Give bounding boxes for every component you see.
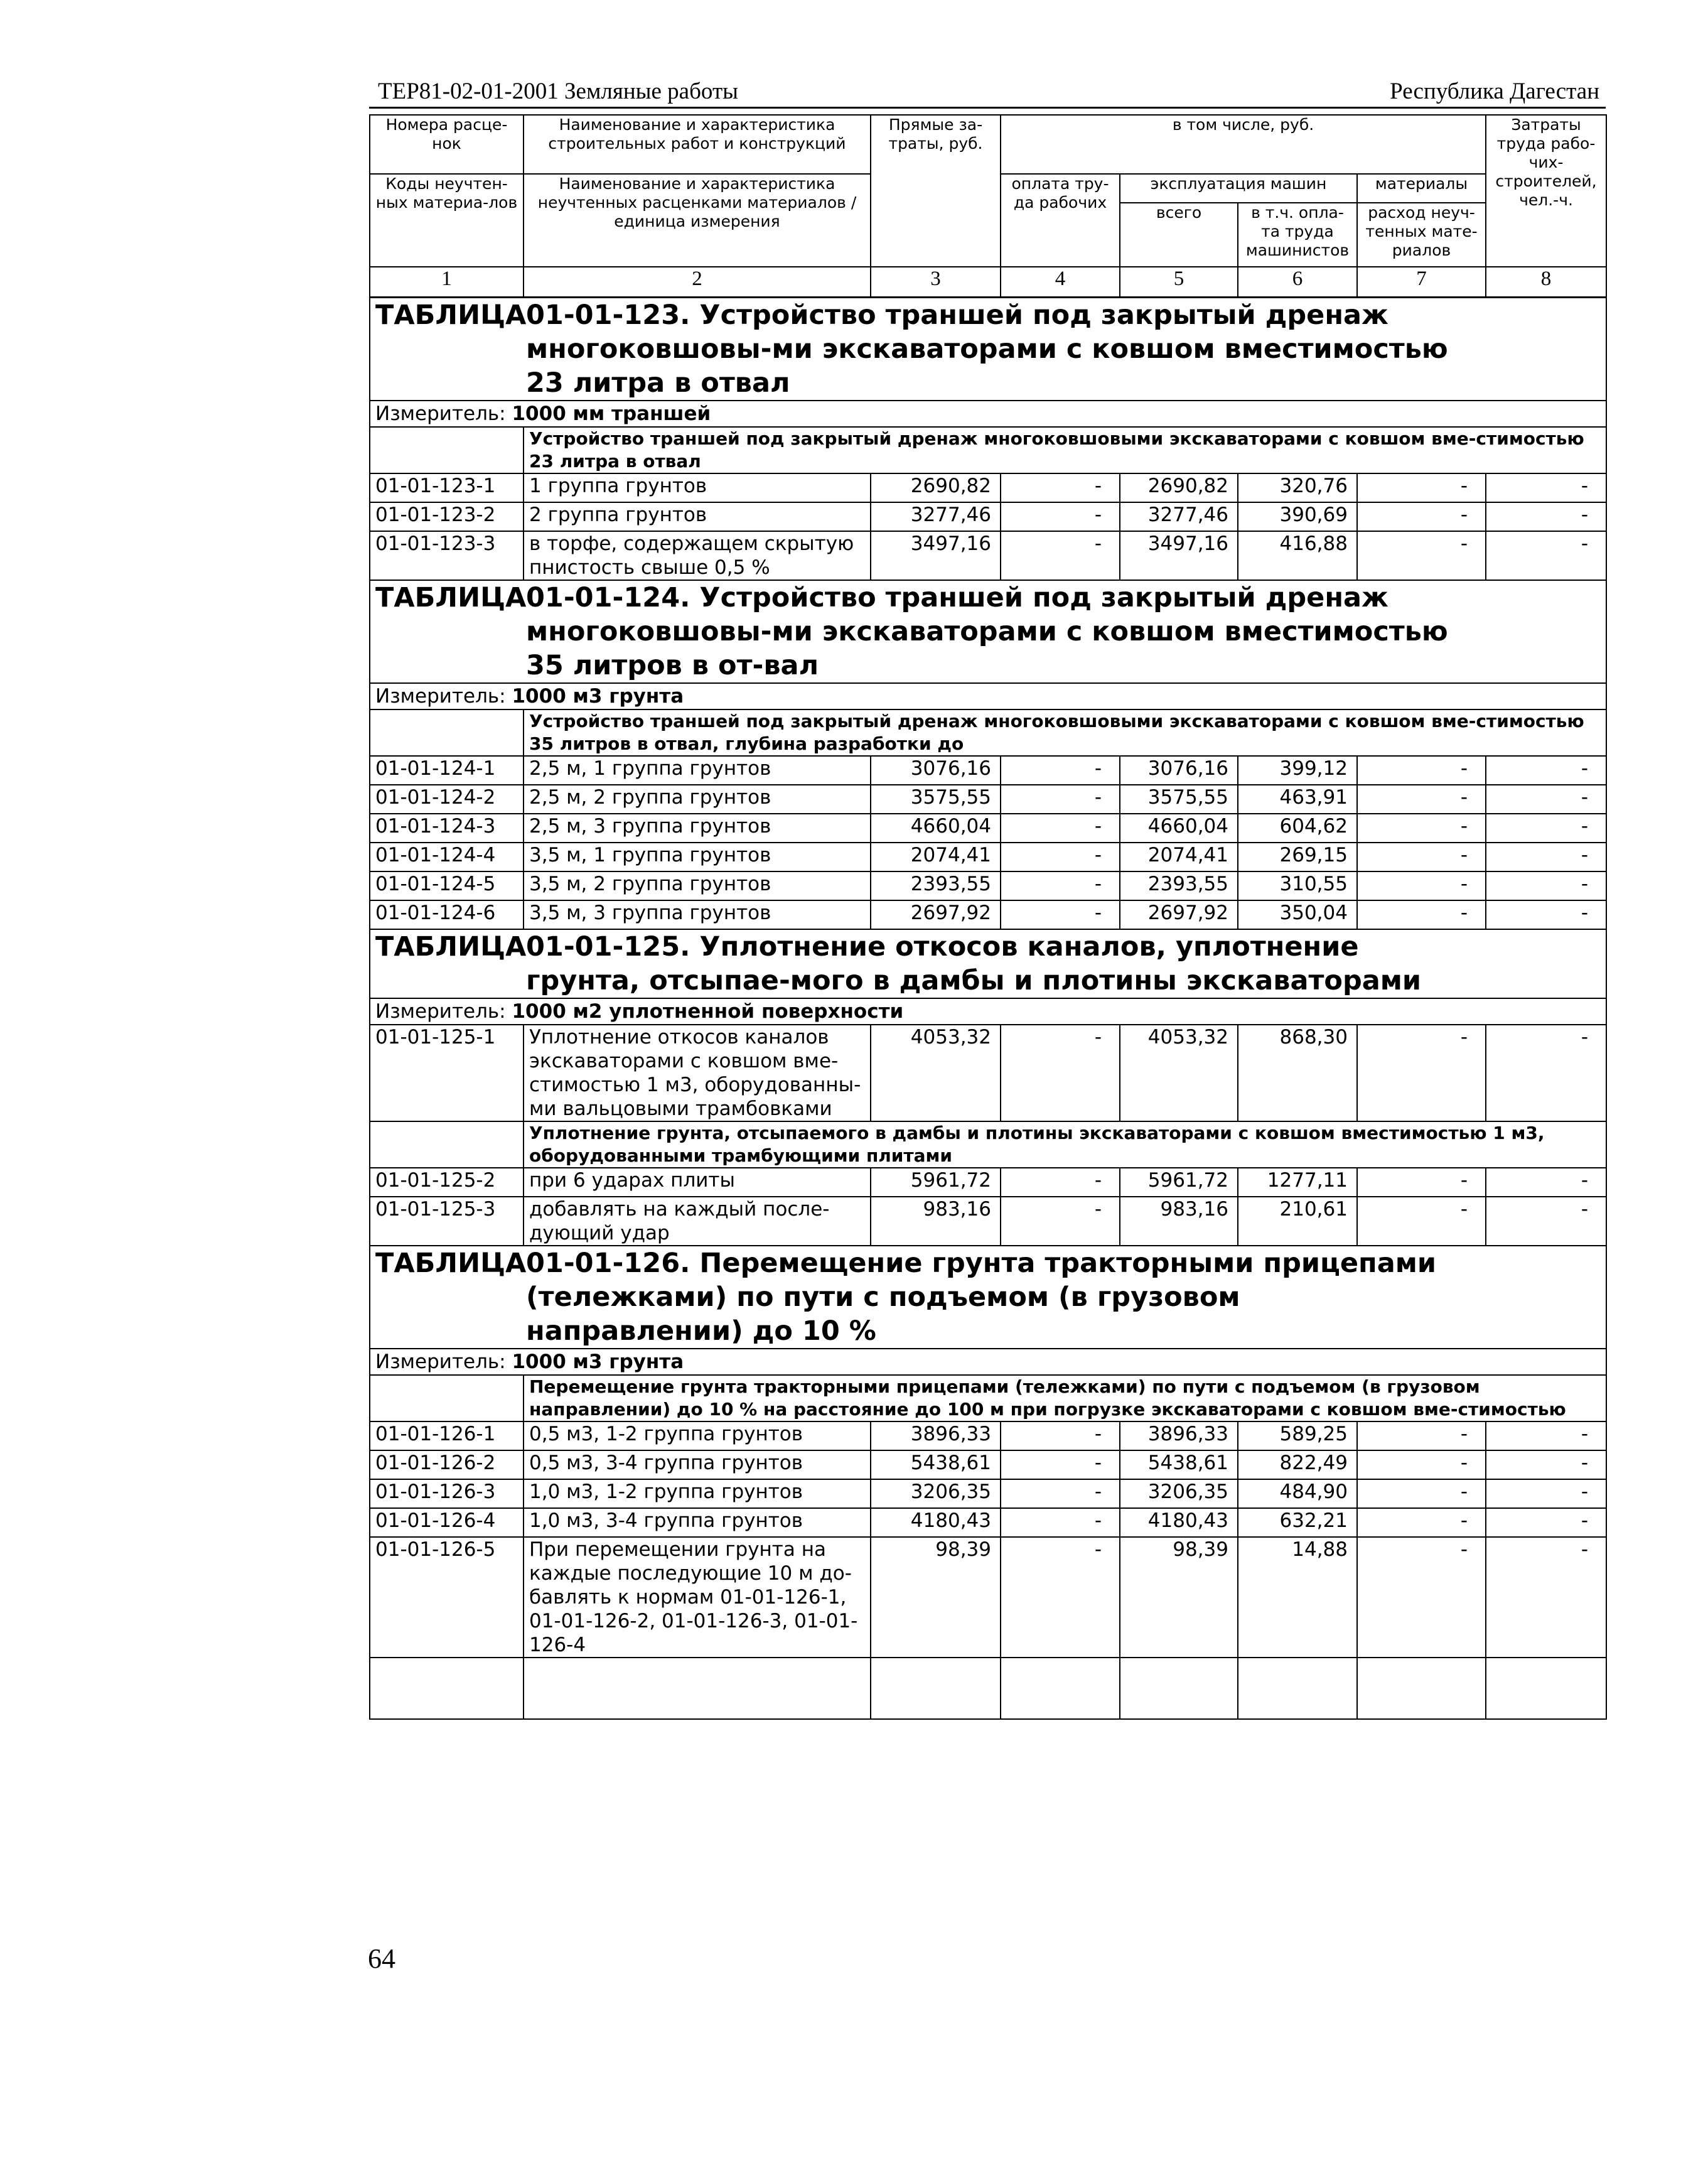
machines-total: 3575,55 <box>1120 785 1238 814</box>
work-name: при 6 ударах плиты <box>524 1168 871 1197</box>
machinist-pay: 350,04 <box>1238 900 1357 929</box>
direct-costs: 4660,04 <box>871 814 1001 843</box>
work-name: Уплотнение откосов каналов экскаваторами с ковшом вме-стимостью 1 м3, оборудованны-ми вальцовыми трамбовками <box>524 1025 871 1121</box>
table-row <box>370 1421 1606 1450</box>
materials-use: - <box>1357 756 1486 785</box>
rate-code: 01-01-124-1 <box>370 756 524 785</box>
table-row <box>370 843 1606 871</box>
materials-use: - <box>1357 1508 1486 1537</box>
materials-use: - <box>1357 871 1486 900</box>
machines-total: 3277,46 <box>1120 502 1238 531</box>
direct-costs: 3896,33 <box>871 1421 1001 1450</box>
table-row <box>370 1025 1606 1121</box>
table-title <box>370 580 1606 683</box>
labor-hours: - <box>1486 843 1606 871</box>
table-title <box>370 929 1606 998</box>
col7-header: расход неуч-тенных мате-риалов <box>1357 203 1486 267</box>
machines-total: 5438,61 <box>1120 1450 1238 1479</box>
rate-code: 01-01-126-5 <box>370 1537 524 1658</box>
col-number: 5 <box>1120 267 1238 298</box>
machinist-pay: 868,30 <box>1238 1025 1357 1121</box>
table-title-row <box>370 929 1606 998</box>
col-number: 8 <box>1486 267 1606 298</box>
group-heading: Устройство траншей под закрытый дренаж многоковшовыми экскаваторами с ковшом вме-стимостью 35 литров в отвал, глубина разработки до <box>524 709 1606 756</box>
table-title <box>370 298 1606 401</box>
machines-total: 3076,16 <box>1120 756 1238 785</box>
labor-pay: - <box>1001 1537 1120 1658</box>
blank-cell <box>871 1658 1001 1719</box>
measure-cell <box>370 401 1606 427</box>
table-row <box>370 502 1606 531</box>
table-row <box>370 900 1606 929</box>
materials-use: - <box>1357 1197 1486 1246</box>
labor-hours: - <box>1486 1168 1606 1197</box>
table-row <box>370 1479 1606 1508</box>
labor-hours: - <box>1486 473 1606 502</box>
group-heading-spacer <box>370 1375 524 1421</box>
labor-hours: - <box>1486 785 1606 814</box>
measure-row <box>370 401 1606 427</box>
labor-hours: - <box>1486 1537 1606 1658</box>
table-row <box>370 1537 1606 1658</box>
materials-use: - <box>1357 1168 1486 1197</box>
direct-costs: 2074,41 <box>871 843 1001 871</box>
materials-use: - <box>1357 814 1486 843</box>
labor-pay: - <box>1001 756 1120 785</box>
labor-hours: - <box>1486 814 1606 843</box>
table-row <box>370 814 1606 843</box>
col8-header: Затраты труда рабо-чих-строителей, чел.-ч. <box>1486 115 1606 267</box>
page-number: 64 <box>368 1943 395 1974</box>
direct-costs: 98,39 <box>871 1537 1001 1658</box>
table-row <box>370 1168 1606 1197</box>
materials-use: - <box>1357 473 1486 502</box>
rate-code: 01-01-125-3 <box>370 1197 524 1246</box>
work-name: 1 группа грунтов <box>524 473 871 502</box>
rate-code: 01-01-125-1 <box>370 1025 524 1121</box>
col5-header: всего <box>1120 203 1238 267</box>
measure-unit: 1000 м2 уплотненной поверхности <box>512 1000 904 1023</box>
direct-costs: 3206,35 <box>871 1479 1001 1508</box>
col-number: 2 <box>524 267 871 298</box>
group-heading-row <box>370 709 1606 756</box>
header-rule <box>369 107 1606 109</box>
col-number: 4 <box>1001 267 1120 298</box>
machines-total: 3896,33 <box>1120 1421 1238 1450</box>
measure-row <box>370 1349 1606 1375</box>
work-name: 1,0 м3, 1-2 группа грунтов <box>524 1479 871 1508</box>
direct-costs: 2690,82 <box>871 473 1001 502</box>
table-row <box>370 531 1606 580</box>
machinist-pay: 604,62 <box>1238 814 1357 843</box>
table-heading: 01-01-124. Устройство траншей под закрытый дренаж многоковшовы-ми экскаваторами с ковшом вместимостью 35 литров в от-вал <box>526 582 1448 681</box>
machines-total: 98,39 <box>1120 1537 1238 1658</box>
labor-hours: - <box>1486 1025 1606 1121</box>
group-heading-spacer <box>370 709 524 756</box>
rate-code: 01-01-123-2 <box>370 502 524 531</box>
col3-header: Прямые за-траты, руб. <box>871 115 1001 267</box>
machinist-pay: 822,49 <box>1238 1450 1357 1479</box>
machines-total: 4660,04 <box>1120 814 1238 843</box>
machines-total: 2697,92 <box>1120 900 1238 929</box>
labor-hours: - <box>1486 1421 1606 1450</box>
col1-top: Номера расце-нок <box>370 115 524 174</box>
rate-code: 01-01-126-3 <box>370 1479 524 1508</box>
blank-cell <box>370 1658 524 1719</box>
table-title-row <box>370 580 1606 683</box>
direct-costs: 2393,55 <box>871 871 1001 900</box>
machinist-pay: 320,76 <box>1238 473 1357 502</box>
group-heading-row <box>370 427 1606 473</box>
table-label: ТАБЛИЦА <box>375 582 527 613</box>
table-label: ТАБЛИЦА <box>375 1248 527 1279</box>
header-left: ТЕР81-02-01-2001 Земляные работы <box>378 78 738 104</box>
measure-label: Измеритель: <box>375 685 506 708</box>
col-number: 6 <box>1238 267 1357 298</box>
machinist-pay: 310,55 <box>1238 871 1357 900</box>
group-heading-spacer <box>370 427 524 473</box>
rate-code: 01-01-126-1 <box>370 1421 524 1450</box>
materials-use: - <box>1357 1479 1486 1508</box>
direct-costs: 5438,61 <box>871 1450 1001 1479</box>
materials-use: - <box>1357 1537 1486 1658</box>
work-name: 2,5 м, 1 группа грунтов <box>524 756 871 785</box>
labor-pay: - <box>1001 1197 1120 1246</box>
labor-pay: - <box>1001 900 1120 929</box>
machines-total: 2074,41 <box>1120 843 1238 871</box>
rate-code: 01-01-126-4 <box>370 1508 524 1537</box>
group-header: в том числе, руб. <box>1001 115 1486 174</box>
rate-code: 01-01-124-5 <box>370 871 524 900</box>
labor-pay: - <box>1001 1168 1120 1197</box>
running-header <box>369 77 1606 107</box>
col2-top: Наименование и характеристика строительных работ и конструкций <box>524 115 871 174</box>
work-name: 3,5 м, 2 группа грунтов <box>524 871 871 900</box>
table-row <box>370 785 1606 814</box>
rate-code: 01-01-125-2 <box>370 1168 524 1197</box>
materials-use: - <box>1357 900 1486 929</box>
work-name: При перемещении грунта на каждые последующие 10 м до-бавлять к нормам 01-01-126-1, 01-01-126-2, 01-01-126-3, 01-01-126-4 <box>524 1537 871 1658</box>
direct-costs: 5961,72 <box>871 1168 1001 1197</box>
blank-cell <box>1238 1658 1357 1719</box>
labor-pay: - <box>1001 785 1120 814</box>
group-heading: Перемещение грунта тракторными прицепами (тележками) по пути с подъемом (в грузовом направлении) до 10 % на расстояние до 100 м при погрузке экскаваторами с ковшом вме-стимостью <box>524 1375 1606 1421</box>
measure-label: Измеритель: <box>375 1000 506 1023</box>
measure-unit: 1000 м3 грунта <box>512 685 684 708</box>
materials-use: - <box>1357 531 1486 580</box>
measure-cell <box>370 998 1606 1025</box>
table-label: ТАБЛИЦА <box>375 299 527 331</box>
work-name: 2,5 м, 2 группа грунтов <box>524 785 871 814</box>
measure-label: Измеритель: <box>375 402 506 425</box>
labor-pay: - <box>1001 473 1120 502</box>
machines-total: 5961,72 <box>1120 1168 1238 1197</box>
labor-hours: - <box>1486 1508 1606 1537</box>
measure-label: Измеритель: <box>375 1351 506 1373</box>
col4-header: оплата тру-да рабочих <box>1001 174 1120 267</box>
measure-cell <box>370 1349 1606 1375</box>
machinist-pay: 210,61 <box>1238 1197 1357 1246</box>
work-name: 2,5 м, 3 группа грунтов <box>524 814 871 843</box>
labor-pay: - <box>1001 814 1120 843</box>
group-heading: Устройство траншей под закрытый дренаж многоковшовыми экскаваторами с ковшом вме-стимостью 23 литра в отвал <box>524 427 1606 473</box>
work-name: 1,0 м3, 3-4 группа грунтов <box>524 1508 871 1537</box>
table-title-row <box>370 1246 1606 1349</box>
work-name: 2 группа грунтов <box>524 502 871 531</box>
direct-costs: 3575,55 <box>871 785 1001 814</box>
table-heading: 01-01-125. Уплотнение откосов каналов, уплотнение грунта, отсыпае-мого в дамбы и плотины экскаваторами <box>526 931 1422 996</box>
rate-code: 01-01-124-6 <box>370 900 524 929</box>
col-number: 1 <box>370 267 524 298</box>
machines-header: эксплуатация машин <box>1120 174 1357 203</box>
group-heading-spacer <box>370 1121 524 1168</box>
labor-pay: - <box>1001 1450 1120 1479</box>
table-heading: 01-01-123. Устройство траншей под закрытый дренаж многоковшовы-ми экскаваторами с ковшом вместимостью 23 литра в отвал <box>526 299 1448 399</box>
machinist-pay: 399,12 <box>1238 756 1357 785</box>
direct-costs: 4180,43 <box>871 1508 1001 1537</box>
work-name: 3,5 м, 1 группа грунтов <box>524 843 871 871</box>
machinist-pay: 463,91 <box>1238 785 1357 814</box>
machines-total: 2393,55 <box>1120 871 1238 900</box>
machinist-pay: 589,25 <box>1238 1421 1357 1450</box>
col-number: 3 <box>871 267 1001 298</box>
group-heading: Уплотнение грунта, отсыпаемого в дамбы и плотины экскаваторами с ковшом вместимостью 1 м3, оборудованными трамбующими плитами <box>524 1121 1606 1168</box>
machinist-pay: 390,69 <box>1238 502 1357 531</box>
labor-pay: - <box>1001 531 1120 580</box>
machinist-pay: 1277,11 <box>1238 1168 1357 1197</box>
header-right: Республика Дагестан <box>1390 78 1599 104</box>
labor-pay: - <box>1001 843 1120 871</box>
machines-total: 4053,32 <box>1120 1025 1238 1121</box>
machines-total: 3206,35 <box>1120 1479 1238 1508</box>
blank-cell <box>1357 1658 1486 1719</box>
labor-hours: - <box>1486 502 1606 531</box>
rate-code: 01-01-123-1 <box>370 473 524 502</box>
machinist-pay: 484,90 <box>1238 1479 1357 1508</box>
measure-unit: 1000 мм траншей <box>512 402 711 425</box>
table-heading: 01-01-126. Перемещение грунта тракторными прицепами (тележками) по пути с подъемом (в грузовом направлении) до 10 % <box>526 1248 1437 1347</box>
labor-hours: - <box>1486 531 1606 580</box>
machines-total: 3497,16 <box>1120 531 1238 580</box>
rate-code: 01-01-124-4 <box>370 843 524 871</box>
measure-row <box>370 683 1606 709</box>
machinist-pay: 416,88 <box>1238 531 1357 580</box>
measure-unit: 1000 м3 грунта <box>512 1351 684 1373</box>
work-name: 0,5 м3, 1-2 группа грунтов <box>524 1421 871 1450</box>
materials-use: - <box>1357 1025 1486 1121</box>
col6-header: в т.ч. опла-та труда машинистов <box>1238 203 1357 267</box>
group-heading-row <box>370 1121 1606 1168</box>
work-name: 3,5 м, 3 группа грунтов <box>524 900 871 929</box>
labor-hours: - <box>1486 871 1606 900</box>
rate-code: 01-01-123-3 <box>370 531 524 580</box>
labor-pay: - <box>1001 1025 1120 1121</box>
labor-pay: - <box>1001 502 1120 531</box>
rate-code: 01-01-124-2 <box>370 785 524 814</box>
blank-row <box>370 1658 1606 1719</box>
direct-costs: 2697,92 <box>871 900 1001 929</box>
blank-cell <box>1001 1658 1120 1719</box>
col2-bottom: Наименование и характеристика неучтенных расценками материалов / единица измерения <box>524 174 871 267</box>
col-number: 7 <box>1357 267 1486 298</box>
materials-use: - <box>1357 785 1486 814</box>
measure-row <box>370 998 1606 1025</box>
column-header-row-1 <box>370 115 1606 174</box>
direct-costs: 3497,16 <box>871 531 1001 580</box>
table-row <box>370 871 1606 900</box>
machinist-pay: 14,88 <box>1238 1537 1357 1658</box>
labor-hours: - <box>1486 900 1606 929</box>
table-row <box>370 1450 1606 1479</box>
direct-costs: 4053,32 <box>871 1025 1001 1121</box>
labor-hours: - <box>1486 1479 1606 1508</box>
table-row <box>370 473 1606 502</box>
machines-total: 2690,82 <box>1120 473 1238 502</box>
direct-costs: 3277,46 <box>871 502 1001 531</box>
materials-use: - <box>1357 843 1486 871</box>
price-table <box>369 114 1607 1720</box>
labor-hours: - <box>1486 1197 1606 1246</box>
labor-hours: - <box>1486 1450 1606 1479</box>
direct-costs: 3076,16 <box>871 756 1001 785</box>
machinist-pay: 632,21 <box>1238 1508 1357 1537</box>
machinist-pay: 269,15 <box>1238 843 1357 871</box>
labor-pay: - <box>1001 871 1120 900</box>
col1-bottom: Коды неучтен-ных материа-лов <box>370 174 524 267</box>
materials-header: материалы <box>1357 174 1486 203</box>
table-label: ТАБЛИЦА <box>375 931 527 963</box>
work-name: 0,5 м3, 3-4 группа грунтов <box>524 1450 871 1479</box>
materials-use: - <box>1357 1421 1486 1450</box>
blank-cell <box>1120 1658 1238 1719</box>
group-heading-row <box>370 1375 1606 1421</box>
materials-use: - <box>1357 1450 1486 1479</box>
work-name: в торфе, содержащем скрытую пнистость свыше 0,5 % <box>524 531 871 580</box>
labor-pay: - <box>1001 1421 1120 1450</box>
machines-total: 4180,43 <box>1120 1508 1238 1537</box>
blank-cell <box>1486 1658 1606 1719</box>
table-row <box>370 1197 1606 1246</box>
labor-pay: - <box>1001 1479 1120 1508</box>
table-body <box>370 115 1606 1719</box>
table-title-row <box>370 298 1606 401</box>
labor-pay: - <box>1001 1508 1120 1537</box>
direct-costs: 983,16 <box>871 1197 1001 1246</box>
work-name: добавлять на каждый после-дующий удар <box>524 1197 871 1246</box>
table-title <box>370 1246 1606 1349</box>
table-row <box>370 1508 1606 1537</box>
rate-code: 01-01-126-2 <box>370 1450 524 1479</box>
materials-use: - <box>1357 502 1486 531</box>
labor-hours: - <box>1486 756 1606 785</box>
measure-cell <box>370 683 1606 709</box>
table-row <box>370 756 1606 785</box>
column-number-row <box>370 267 1606 298</box>
rate-code: 01-01-124-3 <box>370 814 524 843</box>
blank-cell <box>524 1658 871 1719</box>
machines-total: 983,16 <box>1120 1197 1238 1246</box>
